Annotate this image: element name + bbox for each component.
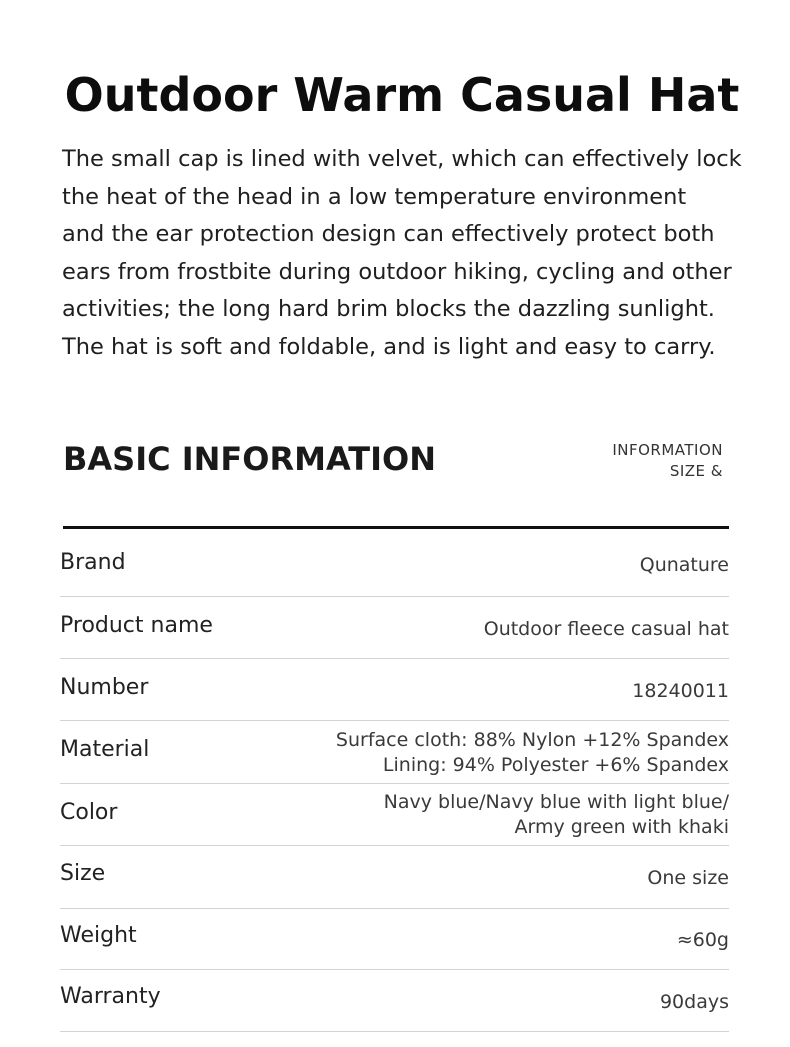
description-line: The hat is soft and foldable, and is light and easy to carry. — [62, 333, 716, 360]
description-line: and the ear protection design can effectively protect both — [62, 221, 715, 247]
spec-value-line: Navy blue/Navy blue with light blue/ — [383, 791, 729, 813]
spec-label: Warranty — [60, 984, 161, 1009]
spec-value-line: Army green with khaki — [514, 816, 729, 838]
spec-row-size — [60, 846, 729, 909]
spec-value — [660, 990, 729, 1015]
section-note-line: SIZE & — [669, 462, 723, 480]
spec-table — [60, 534, 729, 1032]
spec-value — [647, 866, 729, 891]
spec-value — [336, 728, 729, 778]
page-title: Outdoor Warm Casual Hat — [64, 68, 740, 122]
spec-value — [632, 679, 729, 704]
spec-value-line: ≈60g — [676, 929, 729, 951]
spec-label: Size — [60, 861, 106, 886]
description-line: activities; the long hard brim blocks the dazzling sunlight. — [62, 296, 715, 322]
spec-value — [640, 553, 729, 578]
spec-label: Weight — [60, 923, 137, 948]
spec-label: Brand — [60, 550, 126, 575]
spec-value — [384, 790, 729, 840]
spec-value-line: Lining: 94% Polyester +6% Spandex — [382, 754, 729, 776]
description-line: The small cap is lined with velvet, which can effectively lock — [62, 146, 742, 172]
spec-label: Number — [60, 675, 149, 700]
description-line: the heat of the head in a low temperature environment — [62, 183, 687, 210]
description-line: ears from frostbite during outdoor hiking, cycling and other — [62, 258, 732, 285]
spec-row-number — [60, 659, 729, 721]
spec-value-line: Surface cloth: 88% Nylon +12% Spandex — [335, 729, 729, 751]
spec-value-line: 90days — [659, 991, 729, 1013]
product-description — [62, 141, 774, 366]
spec-label: Material — [60, 737, 150, 762]
section-title: BASIC INFORMATION — [63, 440, 436, 478]
spec-value-line: Qunature — [639, 554, 729, 576]
spec-value-line: Outdoor fleece casual hat — [483, 618, 729, 640]
spec-row-material — [60, 721, 729, 784]
spec-row-product-name — [60, 597, 729, 659]
spec-row-color — [60, 784, 729, 846]
section-note-line: INFORMATION — [612, 441, 723, 459]
spec-value — [677, 928, 729, 953]
spec-value-line: 18240011 — [632, 680, 729, 702]
spec-value-line: One size — [647, 867, 729, 889]
spec-row-weight — [60, 909, 729, 970]
section-note — [612, 440, 723, 482]
spec-value — [484, 617, 729, 642]
spec-row-brand — [60, 534, 729, 597]
spec-label: Product name — [60, 613, 213, 638]
spec-row-warranty — [60, 970, 729, 1032]
spec-label: Color — [60, 800, 118, 825]
table-top-rule — [63, 526, 729, 529]
